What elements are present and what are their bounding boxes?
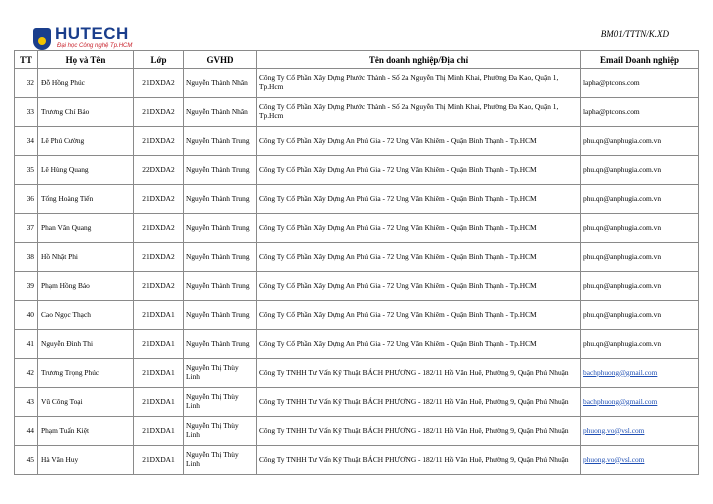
cell-tt: 39 xyxy=(15,272,38,301)
cell-advisor: Nguyễn Thành Trung xyxy=(184,185,257,214)
cell-name: Vũ Công Toại xyxy=(38,388,134,417)
column-header-email: Email Doanh nghiệp xyxy=(581,51,699,69)
cell-email: phu.qn@anphugia.com.vn xyxy=(581,301,699,330)
cell-company: Công Ty TNHH Tư Vấn Kỹ Thuật BÁCH PHƯƠNG - 182/11 Hồ Văn Huê, Phường 9, Quận Phú Nhuận xyxy=(257,417,581,446)
cell-email xyxy=(581,359,699,388)
cell-advisor: Nguyễn Thành Trung xyxy=(184,127,257,156)
cell-email: phu.qn@anphugia.com.vn xyxy=(581,127,699,156)
cell-tt: 43 xyxy=(15,388,38,417)
cell-name: Cao Ngọc Thạch xyxy=(38,301,134,330)
cell-class: 21DXDA1 xyxy=(134,388,184,417)
cell-company: Công Ty Cổ Phần Xây Dựng An Phú Gia - 72 Ung Văn Khiêm - Quận Bình Thạnh - Tp.HCM xyxy=(257,185,581,214)
table-row xyxy=(15,301,699,330)
table-row xyxy=(15,156,699,185)
cell-company: Công Ty TNHH Tư Vấn Kỹ Thuật BÁCH PHƯƠNG - 182/11 Hồ Văn Huê, Phường 9, Quận Phú Nhuận xyxy=(257,359,581,388)
cell-name: Hà Văn Huy xyxy=(38,446,134,475)
cell-tt: 44 xyxy=(15,417,38,446)
cell-class: 21DXDA1 xyxy=(134,359,184,388)
cell-advisor: Nguyễn Thành Trung xyxy=(184,243,257,272)
cell-email xyxy=(581,388,699,417)
cell-class: 21DXDA2 xyxy=(134,127,184,156)
cell-tt: 40 xyxy=(15,301,38,330)
table-row xyxy=(15,214,699,243)
cell-company: Công Ty TNHH Tư Vấn Kỹ Thuật BÁCH PHƯƠNG - 182/11 Hồ Văn Huê, Phường 9, Quận Phú Nhuận xyxy=(257,446,581,475)
cell-advisor: Nguyễn Thành Trung xyxy=(184,156,257,185)
cell-email: lapha@ptcons.com xyxy=(581,98,699,127)
internship-table xyxy=(14,50,699,475)
table-row xyxy=(15,417,699,446)
cell-tt: 41 xyxy=(15,330,38,359)
table-body xyxy=(15,69,699,475)
cell-name: Lê Phú Cường xyxy=(38,127,134,156)
email-link[interactable]: phuong.vo@vsl.com xyxy=(583,454,645,464)
column-header-class: Lớp xyxy=(134,51,184,69)
table-row xyxy=(15,127,699,156)
cell-company: Công Ty Cổ Phần Xây Dựng An Phú Gia - 72 Ung Văn Khiêm - Quận Bình Thạnh - Tp.HCM xyxy=(257,156,581,185)
cell-advisor: Nguyễn Thành Trung xyxy=(184,214,257,243)
column-header-name: Họ và Tên xyxy=(38,51,134,69)
cell-class: 21DXDA1 xyxy=(134,446,184,475)
cell-tt: 37 xyxy=(15,214,38,243)
cell-email xyxy=(581,446,699,475)
cell-tt: 35 xyxy=(15,156,38,185)
document-header xyxy=(0,0,713,50)
cell-class: 21DXDA1 xyxy=(134,301,184,330)
logo-tagline: Đại học Công nghệ Tp.HCM xyxy=(57,43,133,49)
column-header-company: Tên doanh nghiệp/Địa chỉ xyxy=(257,51,581,69)
document-code: BM01/TTTN/K.XD xyxy=(600,29,669,39)
cell-advisor: Nguyễn Thành Trung xyxy=(184,301,257,330)
cell-email xyxy=(581,417,699,446)
cell-advisor: Nguyễn Thành Trung xyxy=(184,330,257,359)
cell-class: 21DXDA2 xyxy=(134,98,184,127)
cell-name: Trương Chí Bảo xyxy=(38,98,134,127)
cell-class: 21DXDA2 xyxy=(134,185,184,214)
table-row xyxy=(15,272,699,301)
cell-class: 21DXDA1 xyxy=(134,330,184,359)
table-row xyxy=(15,243,699,272)
cell-class: 21DXDA2 xyxy=(134,214,184,243)
cell-class: 21DXDA2 xyxy=(134,69,184,98)
column-header-tt: TT xyxy=(15,51,38,69)
table-row xyxy=(15,330,699,359)
cell-name: Tống Hoàng Tiến xyxy=(38,185,134,214)
table-row xyxy=(15,69,699,98)
cell-name: Phạm Tuấn Kiệt xyxy=(38,417,134,446)
cell-tt: 32 xyxy=(15,69,38,98)
table-row xyxy=(15,388,699,417)
cell-advisor: Nguyễn Thị Thùy Linh xyxy=(184,388,257,417)
cell-name: Phan Văn Quang xyxy=(38,214,134,243)
cell-company: Công Ty Cổ Phần Xây Dựng Phước Thành - Số 2a Nguyễn Thị Minh Khai, Phường Đa Kao, Quận 1, Tp.Hcm xyxy=(257,98,581,127)
cell-name: Lê Hùng Quang xyxy=(38,156,134,185)
table-row xyxy=(15,446,699,475)
table-row xyxy=(15,98,699,127)
cell-company: Công Ty Cổ Phần Xây Dựng Phước Thành - Số 2a Nguyễn Thị Minh Khai, Phường Đa Kao, Quận 1, Tp.Hcm xyxy=(257,69,581,98)
email-link[interactable]: bachphuong@gmail.com xyxy=(583,396,658,406)
table-row xyxy=(15,359,699,388)
cell-name: Hồ Nhật Phi xyxy=(38,243,134,272)
cell-company: Công Ty Cổ Phần Xây Dựng An Phú Gia - 72 Ung Văn Khiêm - Quận Bình Thạnh - Tp.HCM xyxy=(257,330,581,359)
cell-name: Phạm Hồng Bảo xyxy=(38,272,134,301)
cell-company: Công Ty Cổ Phần Xây Dựng An Phú Gia - 72 Ung Văn Khiêm - Quận Bình Thạnh - Tp.HCM xyxy=(257,243,581,272)
cell-company: Công Ty Cổ Phần Xây Dựng An Phú Gia - 72 Ung Văn Khiêm - Quận Bình Thạnh - Tp.HCM xyxy=(257,301,581,330)
cell-company: Công Ty Cổ Phần Xây Dựng An Phú Gia - 72 Ung Văn Khiêm - Quận Bình Thạnh - Tp.HCM xyxy=(257,272,581,301)
cell-email: phu.qn@anphugia.com.vn xyxy=(581,330,699,359)
column-header-advisor: GVHD xyxy=(184,51,257,69)
cell-name: Đỗ Hồng Phúc xyxy=(38,69,134,98)
cell-tt: 45 xyxy=(15,446,38,475)
cell-advisor: Nguyễn Thành Trung xyxy=(184,272,257,301)
cell-email: lapha@ptcons.com xyxy=(581,69,699,98)
table-row xyxy=(15,185,699,214)
cell-class: 21DXDA2 xyxy=(134,272,184,301)
cell-advisor: Nguyễn Thành Nhân xyxy=(184,98,257,127)
cell-class: 21DXDA1 xyxy=(134,417,184,446)
cell-email: phu.qn@anphugia.com.vn xyxy=(581,156,699,185)
cell-email: phu.qn@anphugia.com.vn xyxy=(581,214,699,243)
cell-tt: 38 xyxy=(15,243,38,272)
cell-tt: 34 xyxy=(15,127,38,156)
shield-icon xyxy=(33,28,51,50)
cell-class: 21DXDA2 xyxy=(134,243,184,272)
logo-text: HUTECH xyxy=(55,24,129,43)
cell-email: phu.qn@anphugia.com.vn xyxy=(581,243,699,272)
table-header-row xyxy=(15,51,699,69)
cell-advisor: Nguyễn Thị Thùy Linh xyxy=(184,417,257,446)
cell-name: Nguyễn Đình Thi xyxy=(38,330,134,359)
cell-tt: 33 xyxy=(15,98,38,127)
cell-company: Công Ty TNHH Tư Vấn Kỹ Thuật BÁCH PHƯƠNG - 182/11 Hồ Văn Huê, Phường 9, Quận Phú Nhuận xyxy=(257,388,581,417)
cell-company: Công Ty Cổ Phần Xây Dựng An Phú Gia - 72 Ung Văn Khiêm - Quận Bình Thạnh - Tp.HCM xyxy=(257,214,581,243)
cell-advisor: Nguyễn Thành Nhân xyxy=(184,69,257,98)
cell-company: Công Ty Cổ Phần Xây Dựng An Phú Gia - 72 Ung Văn Khiêm - Quận Bình Thạnh - Tp.HCM xyxy=(257,127,581,156)
cell-advisor: Nguyễn Thị Thùy Linh xyxy=(184,359,257,388)
email-link[interactable]: bachphuong@gmail.com xyxy=(583,367,658,377)
cell-email: phu.qn@anphugia.com.vn xyxy=(581,272,699,301)
cell-tt: 42 xyxy=(15,359,38,388)
cell-name: Trương Trọng Phúc xyxy=(38,359,134,388)
cell-email: phu.qn@anphugia.com.vn xyxy=(581,185,699,214)
cell-class: 22DXDA2 xyxy=(134,156,184,185)
cell-advisor: Nguyễn Thị Thùy Linh xyxy=(184,446,257,475)
cell-tt: 36 xyxy=(15,185,38,214)
email-link[interactable]: phuong.vo@vsl.com xyxy=(583,425,645,435)
